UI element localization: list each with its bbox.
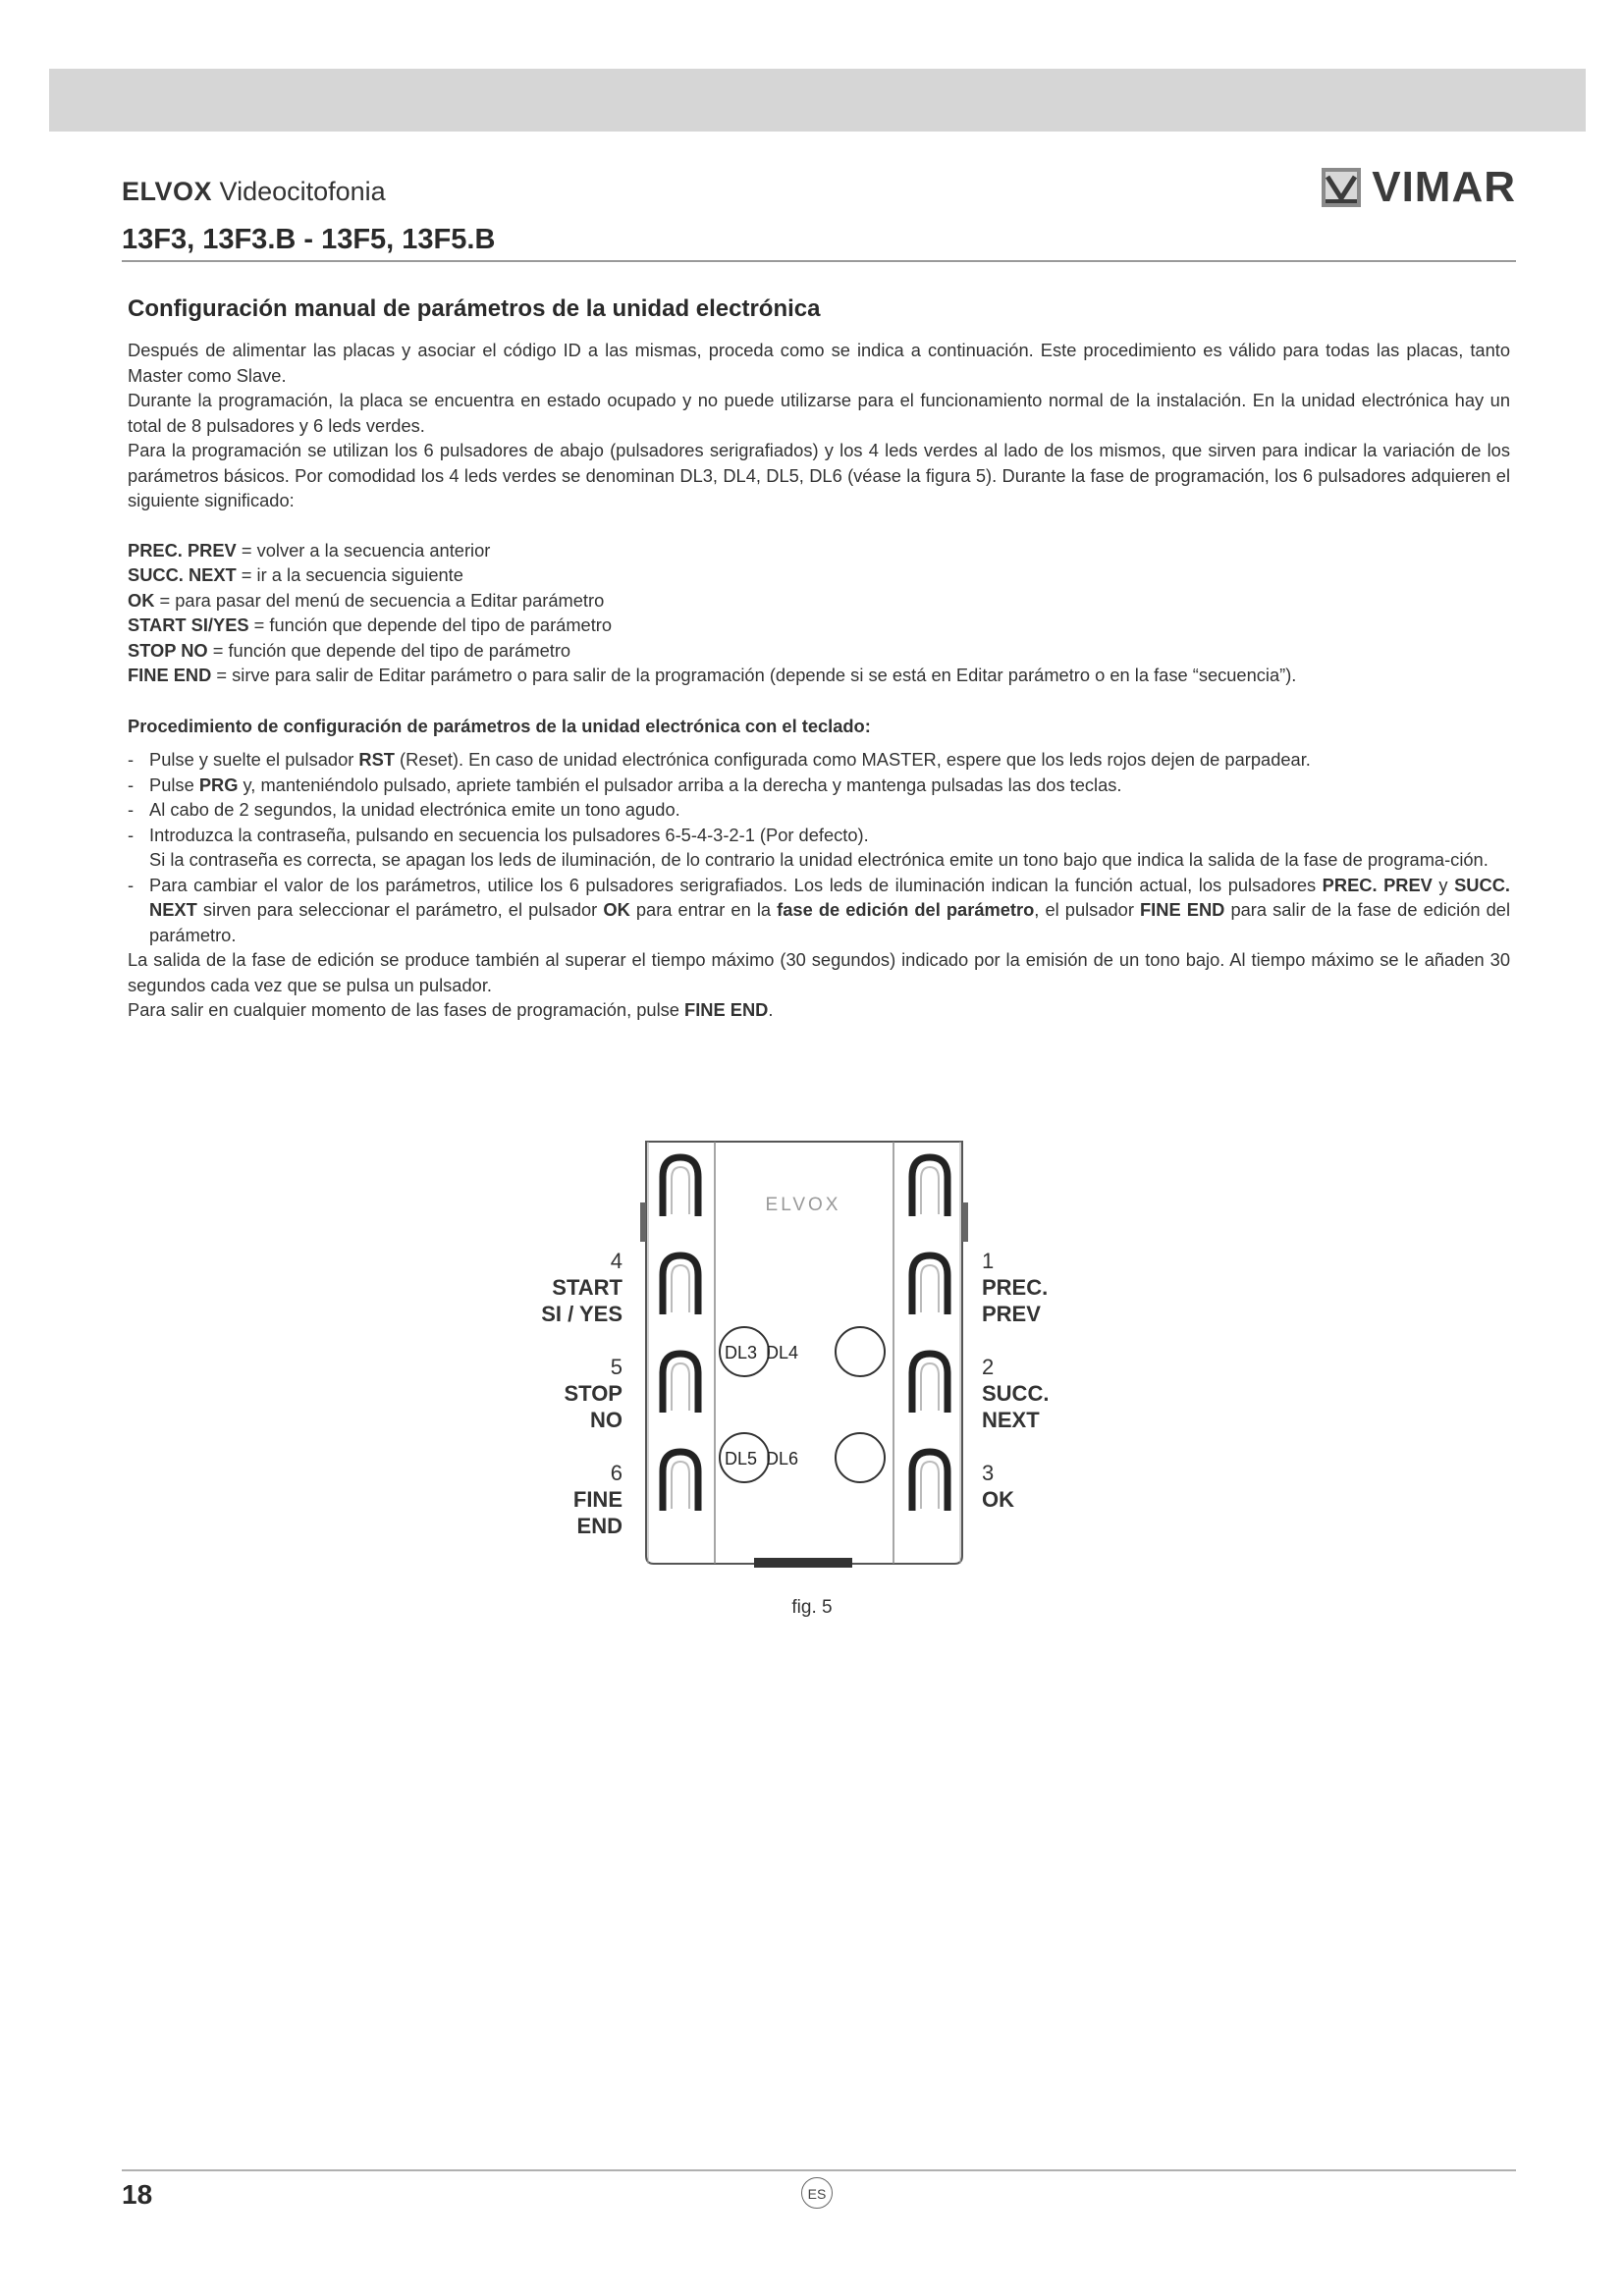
figure-caption: fig. 5 bbox=[791, 1597, 833, 1618]
definition-item: OK = para pasar del menú de secuencia a Editar parámetro bbox=[128, 589, 605, 611]
label-start: 4 START SI / YES bbox=[541, 1249, 623, 1326]
definition-item: STOP NO = función que depende del tipo de parámetro bbox=[128, 639, 571, 661]
label-ok: 3 OK bbox=[982, 1461, 1014, 1512]
language-badge: ES bbox=[801, 2177, 833, 2209]
led-dl6 bbox=[836, 1433, 885, 1482]
brand-subtitle: Videocitofonia bbox=[219, 177, 386, 206]
label-succ: 2 SUCC. NEXT bbox=[982, 1355, 1050, 1432]
list-item: - Para cambiar el valor de los parámetros, utilice los 6 pulsadores serigrafiados. Los leds de iluminación indican la función actual, los pulsadores PREC. PREV y SUCC. NEXT sirven para seleccionar el parámetro, el pulsador OK para entrar en la fase de edición del parámetro, el pulsador FINE END para salir de la fase de edición del parámetro. bbox=[128, 874, 1511, 945]
button-definitions bbox=[128, 538, 1510, 688]
list-item: - Pulse y suelte el pulsador RST (Reset). En caso de unidad electrónica configurada como MASTER, espere que los leds rojos dejen de parpadear. bbox=[128, 749, 1311, 770]
keypad-figure bbox=[530, 1134, 1080, 1575]
definition-item: START SI/YES = función que depende del tipo de parámetro bbox=[128, 614, 613, 635]
list-item: - Pulse PRG y, manteniéndolo pulsado, apriete también el pulsador arriba a la derecha y mantenga pulsadas las dos teclas. bbox=[128, 774, 1122, 795]
led-dl4 bbox=[836, 1327, 885, 1376]
list-item: - Introduzca la contraseña, pulsando en secuencia los pulsadores 6-5-4-3-2-1 (Por defecto). Si la contraseña es correcta, se apagan los leds de iluminación, de lo contrario la unidad electrónica emite un tono bajo que indica la salida de la fase de programa-ción. bbox=[128, 824, 1489, 870]
led-label-dl3: DL3 bbox=[725, 1343, 758, 1362]
label-fine: 6 FINE END bbox=[572, 1461, 623, 1538]
intro-paragraph-1: Después de alimentar las placas y asociar el código ID a las mismas, proceda como se indica a continuación. Este procedimiento es válido para todas las placas, tanto Master como Slave. bbox=[128, 340, 1510, 386]
led-label-dl6: DL6 bbox=[766, 1449, 799, 1468]
brand-header bbox=[122, 177, 386, 207]
led-label-dl5: DL5 bbox=[725, 1449, 758, 1468]
device-side-tab bbox=[962, 1202, 968, 1242]
intro-paragraph-2: Durante la programación, la placa se encuentra en estado ocupado y no puede utilizarse para el funcionamiento normal de la instalación. En la unidad electrónica hay un total de 8 pulsadores y 6 leds verdes. bbox=[128, 390, 1510, 436]
footer-divider bbox=[122, 2169, 1516, 2171]
logo-wordmark: VIMAR bbox=[1372, 163, 1516, 211]
brand-bold: ELVOX bbox=[122, 177, 213, 206]
definition-item: PREC. PREV = volver a la secuencia anterior bbox=[128, 539, 491, 561]
main-content bbox=[128, 294, 1510, 1023]
definition-item: FINE END = sirve para salir de Editar parámetro o para salir de la programación (depende si se está en Editar parámetro o en la fase “secuencia”). bbox=[128, 665, 1297, 685]
label-prec: 1 PREC. PREV bbox=[982, 1249, 1049, 1326]
procedure-title: Procedimiento de configuración de parámetros de la unidad electrónica con el teclado: bbox=[128, 715, 871, 736]
definition-item: SUCC. NEXT = ir a la secuencia siguiente bbox=[128, 564, 463, 585]
section-title: Configuración manual de parámetros de la unidad electrónica bbox=[128, 295, 821, 322]
led-label-dl4: DL4 bbox=[766, 1343, 799, 1362]
closing-paragraph-1: La salida de la fase de edición se produce también al superar el tiempo máximo (30 segundos) indicado por la emisión de un tono bajo. Al tiempo máximo se le añaden 30 segundos cada vez que se pulsa un pulsador. bbox=[128, 949, 1510, 995]
top-banner bbox=[49, 69, 1586, 132]
vimar-logo-icon bbox=[1321, 167, 1362, 208]
list-item: - Al cabo de 2 segundos, la unidad electrónica emite un tono agudo. bbox=[128, 799, 680, 820]
page-number: 18 bbox=[122, 2179, 153, 2210]
device-logo-text: ELVOX bbox=[765, 1195, 841, 1215]
model-title: 13F3, 13F3.B - 13F5, 13F5.B bbox=[122, 224, 496, 255]
header-divider bbox=[122, 260, 1516, 262]
device-side-tab bbox=[640, 1202, 646, 1242]
device-connector bbox=[754, 1558, 852, 1568]
procedure-steps bbox=[128, 747, 1510, 947]
closing-paragraph-2: Para salir en cualquier momento de las fases de programación, pulse FINE END. bbox=[128, 999, 774, 1020]
label-stop: 5 STOP NO bbox=[564, 1355, 623, 1432]
vimar-logo bbox=[1321, 163, 1516, 212]
intro-paragraph-3: Para la programación se utilizan los 6 pulsadores de abajo (pulsadores serigrafiados) y los 4 leds verdes al lado de los mismos, que sirven para indicar la variación de los parámetros básicos. Por comodidad los 4 leds verdes se denominan DL3, DL4, DL5, DL6 (véase la figura 5). Durante la fase de programación, los 6 pulsadores adquieren el siguiente significado: bbox=[128, 440, 1510, 510]
